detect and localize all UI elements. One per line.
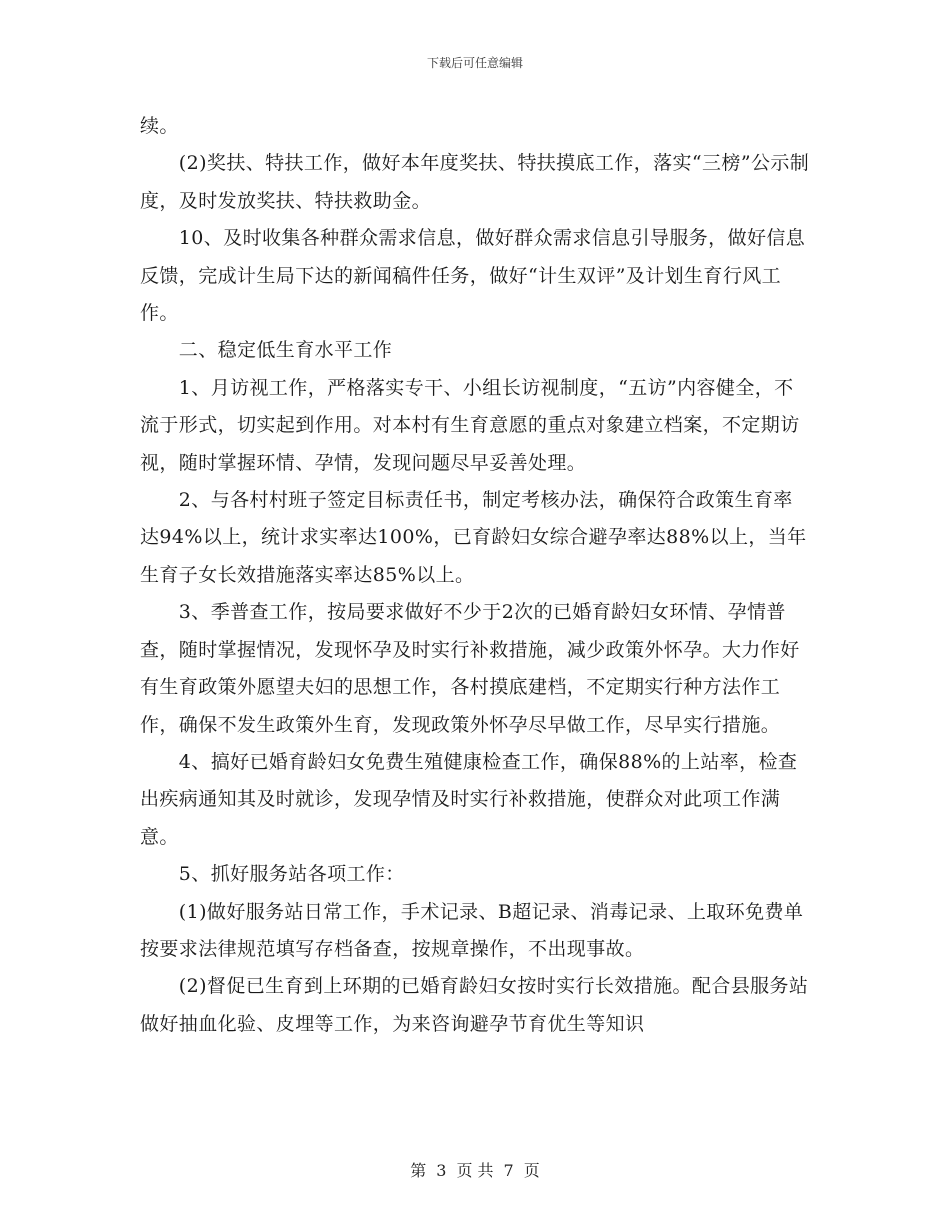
paragraph: 续。 [140,115,179,137]
footer-suffix: 页 [523,1161,540,1180]
page-footer [0,1158,950,1181]
paragraph: 3、季普查工作，按局要求做好不少于2次的已婚育龄妇女环情、孕情普查，随时掌握情况，发现怀孕及时实行补救措施，减少政策外怀孕。大力作好有生育政策外愿望夫妇的思想工作，各村摸底建档，不定期实行种方法作工作，确保不发生政策外生育，发现政策外怀孕尽早做工作，尽早实行措施。 [140,601,800,736]
current-page-number: 3 [436,1161,447,1180]
section-heading: 二、稳定低生育水平工作 [140,339,393,362]
paragraph: 2、与各村村班子签定目标责任书，制定考核办法，确保符合政策生育率达94%以上，统计求实率达100%，已育龄妇女综合避孕率达88%以上，当年生育子女长效措施落实率达85%以上。 [140,489,807,586]
paragraph: (2)奖扶、特扶工作，做好本年度奖扶、特扶摸底工作，落实“三榜”公示制度，及时发放奖扶、特扶救助金。 [140,152,810,212]
paragraph: 5、抓好服务站各项工作： [140,863,405,886]
paragraph: (1)做好服务站日常工作，手术记录、B超记录、消毒记录、上取环免费单按要求法律规范填写存档备查，按规章操作，不出现事故。 [140,900,804,960]
paragraph: 4、搞好已婚育龄妇女免费生殖健康检查工作，确保88%的上站率，检查出疾病通知其及时就诊，发现孕情及时实行补救措施，使群众对此项工作满意。 [140,750,798,848]
page-header: 下载后可任意编辑 [426,56,523,70]
paragraph: 10、及时收集各种群众需求信息，做好群众需求信息引导服务，做好信息反馈，完成计生局下达的新闻稿件任务，做好“计生双评”及计划生育行风工作。 [140,227,806,325]
document-body [140,108,812,1043]
footer-middle: 页 共 [456,1161,494,1180]
paragraph: (2)督促已生育到上环期的已婚育龄妇女按时实行长效措施。配合县服务站做好抽血化验、皮埋等工作，为来咨询避孕节育优生等知识 [140,975,809,1035]
paragraph: 1、月访视工作，严格落实专干、小组长访视制度，“五访”内容健全，不流于形式，切实起到作用。对本村有生育意愿的重点对象建立档案，不定期访视，随时掌握环情、孕情，发现问题尽早妥善处理。 [140,376,800,474]
footer-prefix: 第 [410,1161,427,1180]
total-page-count: 7 [503,1161,514,1180]
